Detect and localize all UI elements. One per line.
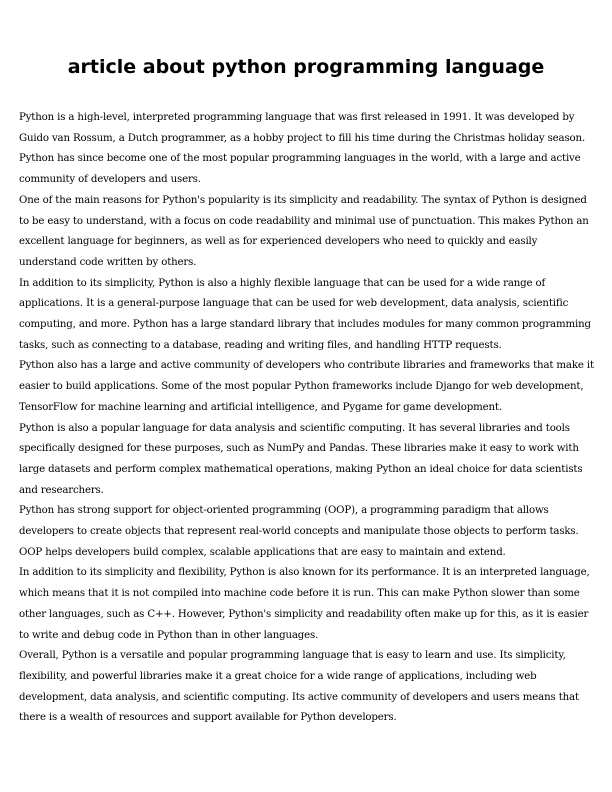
paragraph: Python also has a large and active community of developers who contribute libraries and frameworks that make it easier to build applications. Some of the most popular Python frameworks include Django for web development, TensorFlow for machine learning and artificial intelligence, and Pygame for game development. [19, 360, 594, 413]
paragraph: One of the main reasons for Python's popularity is its simplicity and readability. The syntax of Python is designed to be easy to understand, with a focus on code readability and minimal use of punctuation. This makes Python an excellent language for beginners, as well as for experienced developers who need to quickly and easily understand code written by others. [19, 194, 589, 268]
paragraph: Python is a high-level, interpreted programming language that was first released in 1991. It was developed by Guido van Rossum, a Dutch programmer, as a hobby project to fill his time during the Christmas holiday season. Python has since become one of the most popular programming languages in the world, with a large and active community of developers and users. [19, 112, 586, 186]
paragraph: In addition to its simplicity, Python is also a highly flexible language that can be used for a wide range of applications. It is a general-purpose language that can be used for web development, data analysis, scientific computing, and more. Python has a large standard library that includes modules for many common programming tasks, such as connecting to a database, reading and writing files, and handling HTTP requests. [19, 277, 591, 351]
paragraph: Overall, Python is a versatile and popular programming language that is easy to learn and use. Its simplicity, flexibility, and powerful libraries make it a great choice for a wide range of applications, including web development, data analysis, and scientific computing. Its active community of developers and users means that there is a wealth of resources and support available for Python developers. [19, 650, 579, 724]
document-title: article about python programming language [67, 56, 545, 78]
paragraph: In addition to its simplicity and flexibility, Python is also known for its performance. It is an interpreted language, which means that it is not compiled into machine code before it is run. This can make Python slower than some other languages, such as C++. However, Python's simplicity and readability often make up for this, as it is easier to write and debug code in Python than in other languages. [19, 567, 590, 641]
document-body [19, 108, 596, 729]
paragraph: Python has strong support for object-oriented programming (OOP), a programming paradigm that allows developers to create objects that represent real-world concepts and manipulate those objects to perform tasks. OOP helps developers build complex, scalable applications that are easy to maintain and extend. [19, 505, 579, 558]
paragraph: Python is also a popular language for data analysis and scientific computing. It has several libraries and tools specifically designed for these purposes, such as NumPy and Pandas. These libraries make it easy to work with large datasets and perform complex mathematical operations, making Python an ideal choice for data scientists and researchers. [19, 422, 583, 496]
